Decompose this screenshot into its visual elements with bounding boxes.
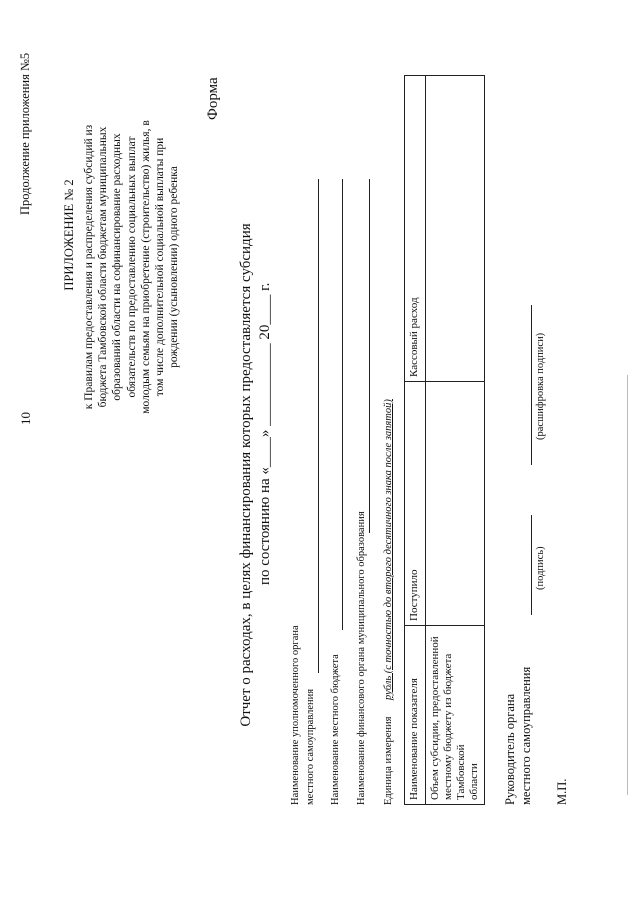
unit-label: Единица измерения bbox=[383, 716, 394, 805]
table-header-cell: Поступило bbox=[405, 382, 426, 626]
head-label-2: местного самоуправления bbox=[519, 666, 533, 805]
head-label: Руководитель органа bbox=[503, 693, 517, 805]
table-row bbox=[426, 76, 485, 805]
financial-body-field[interactable] bbox=[369, 179, 370, 533]
financial-body-label: Наименование финансового органа муниципального образования bbox=[356, 511, 367, 805]
form-label: Форма bbox=[205, 77, 221, 120]
unit-value: рубль (с точностью до второго десятичного знака после запятой) bbox=[383, 399, 394, 700]
decode-caption: (расшифровка подписи) bbox=[535, 332, 546, 440]
table-header-row bbox=[405, 76, 426, 805]
table-cell-spent[interactable] bbox=[426, 76, 485, 382]
page-number: 10 bbox=[18, 412, 33, 425]
appendix-line: образований области на софинансирование расходных bbox=[111, 133, 124, 401]
report-date: по состоянию на «____» ___________ 20____ г. bbox=[257, 282, 273, 585]
authorized-body-label-2: местного самоуправления bbox=[305, 688, 316, 805]
table-cell-name bbox=[426, 626, 485, 805]
appendix-title: ПРИЛОЖЕНИЕ № 2 bbox=[62, 179, 76, 291]
table-header-cell: Кассовый расход bbox=[405, 76, 426, 382]
appendix-line: к Правилам предоставления и распределения субсидий из bbox=[83, 124, 95, 410]
scan-artifact bbox=[627, 375, 628, 795]
authorized-body-label: Наименование уполномоченного органа bbox=[290, 625, 301, 805]
table-cell-line: Объем субсидии, предоставленной bbox=[429, 636, 441, 800]
appendix-text bbox=[82, 57, 181, 477]
appendix-line: рождении (усыновлении) одного ребенка bbox=[168, 166, 181, 368]
appendix-line: обязательств по предоставлению социальных выплат bbox=[125, 136, 138, 398]
local-budget-field[interactable] bbox=[342, 179, 343, 630]
appendix-line: том числе дополнительной социальной выплаты при bbox=[154, 137, 167, 397]
table-cell-line: области bbox=[468, 763, 480, 800]
table-header-cell: Наименование показателя bbox=[405, 626, 426, 805]
table-cell-line: местному бюджету из бюджета Тамбовской bbox=[442, 653, 467, 800]
decode-field[interactable] bbox=[531, 305, 532, 465]
signature-field[interactable] bbox=[531, 515, 532, 615]
local-budget-label: Наименование местного бюджета bbox=[330, 654, 341, 805]
table-cell-received[interactable] bbox=[426, 382, 485, 626]
report-table bbox=[404, 75, 485, 805]
signature-caption: (подпись) bbox=[535, 546, 546, 590]
appendix-line: бюджета Тамбовской области бюджетам муниципальных bbox=[97, 126, 110, 408]
appendix-line: молодым семьям на приобретение (строительство) жилья, в bbox=[139, 120, 152, 414]
stamp-label: М.П. bbox=[555, 778, 569, 805]
authorized-body-field[interactable] bbox=[318, 179, 319, 673]
report-title: Отчет о расходах, в целях финансирования которых предоставляется субсидия bbox=[238, 223, 254, 727]
continuation-note: Продолжение приложения №5 bbox=[18, 52, 32, 215]
